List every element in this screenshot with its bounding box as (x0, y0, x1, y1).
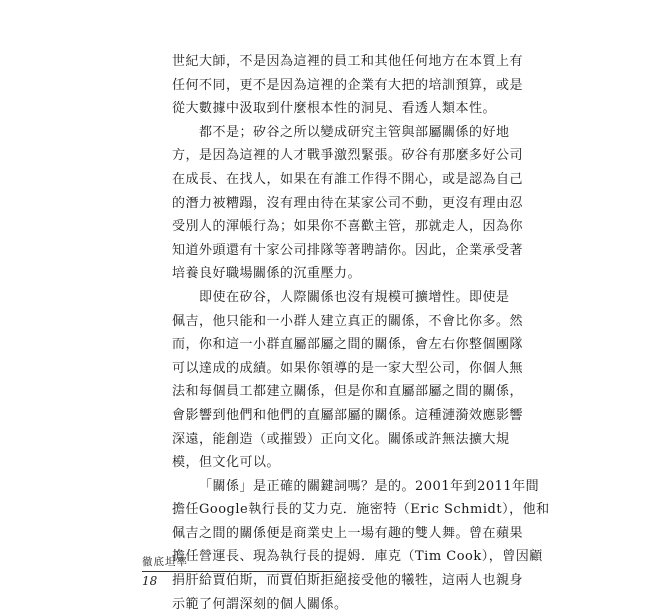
text-line: 模，但文化可以。 (172, 455, 281, 471)
text-line: 而，你和這一小群直屬部屬之間的關係，會左右你整個團隊 (172, 337, 524, 353)
paragraph-1 (172, 50, 524, 121)
body-text (172, 50, 550, 616)
text-line: 佩吉，他只能和一小群人建立真正的關係，不會比你多。然 (172, 313, 524, 329)
text-line: 從大數據中汲取到什麼根本性的洞見、看透人類本性。 (172, 101, 497, 117)
running-book-title: 徹底坦率 (142, 556, 188, 568)
text-line: 培養良好職場關係的沉重壓力。 (172, 266, 362, 282)
text-line: 任何不同，更不是因為這裡的企業有大把的培訓預算，或是 (172, 77, 524, 93)
paragraph-3 (172, 286, 524, 475)
text-line: 在成長、在找人，如果在有誰工作得不開心，或是認為自己 (172, 171, 524, 187)
text-line: 擔任Google執行長的艾力克．施密特（Eric Schmidt），他和 (172, 502, 550, 518)
text-line: 即使在矽谷，人際關係也沒有規模可擴增性。即使是 (199, 289, 510, 305)
text-line: 世紀大師，不是因為這裡的員工和其他任何地方在本質上有 (172, 54, 524, 69)
text-line: 捐肝給賈伯斯，而賈伯斯拒絕接受他的犧牲，這兩人也親身 (172, 573, 524, 589)
text-line: 深遠，能創造（或摧毀）正向文化。關係或許無法擴大規 (172, 431, 510, 447)
text-line: 知道外頭還有十家公司排隊等著聘請你。因此，企業承受著 (172, 242, 524, 258)
text-line: 會影響到他們和他們的直屬部屬的關係。這種漣漪效應影響 (172, 407, 524, 423)
text-line: 可以達成的成績。如果你領導的是一家大型公司，你個人無 (172, 360, 524, 376)
text-line: 擔任營運長、現為執行長的提姆．庫克（Tim Cook），曾因顧 (172, 549, 543, 565)
text-line: 佩吉之間的關係便是商業史上一場有趣的雙人舞。曾在蘋果 (172, 525, 524, 541)
text-line: 示範了何謂深刻的個人關係。 (172, 596, 348, 612)
paragraph-2 (172, 121, 524, 286)
page-number: 18 (142, 574, 158, 588)
page-footer (142, 555, 342, 589)
text-line: 法和每個員工都建立關係，但是你和直屬部屬之間的關係， (172, 384, 524, 400)
text-line: 受別人的渾帳行為；如果你不喜歡主管，那就走人，因為你 (172, 219, 524, 235)
text-line: 的潛力被糟蹋，沒有理由待在某家公司不動，更沒有理由忍 (172, 195, 524, 211)
footer-divider (142, 571, 342, 572)
text-line: 都不是；矽谷之所以變成研究主管與部屬關係的好地 (199, 124, 510, 140)
paragraph-4 (172, 475, 550, 616)
text-line: 方，是因為這裡的人才戰爭激烈緊張。矽谷有那麼多好公司 (172, 148, 524, 164)
text-line: 「關係」是正確的關鍵詞嗎？是的。2001年到2011年間 (199, 478, 540, 494)
